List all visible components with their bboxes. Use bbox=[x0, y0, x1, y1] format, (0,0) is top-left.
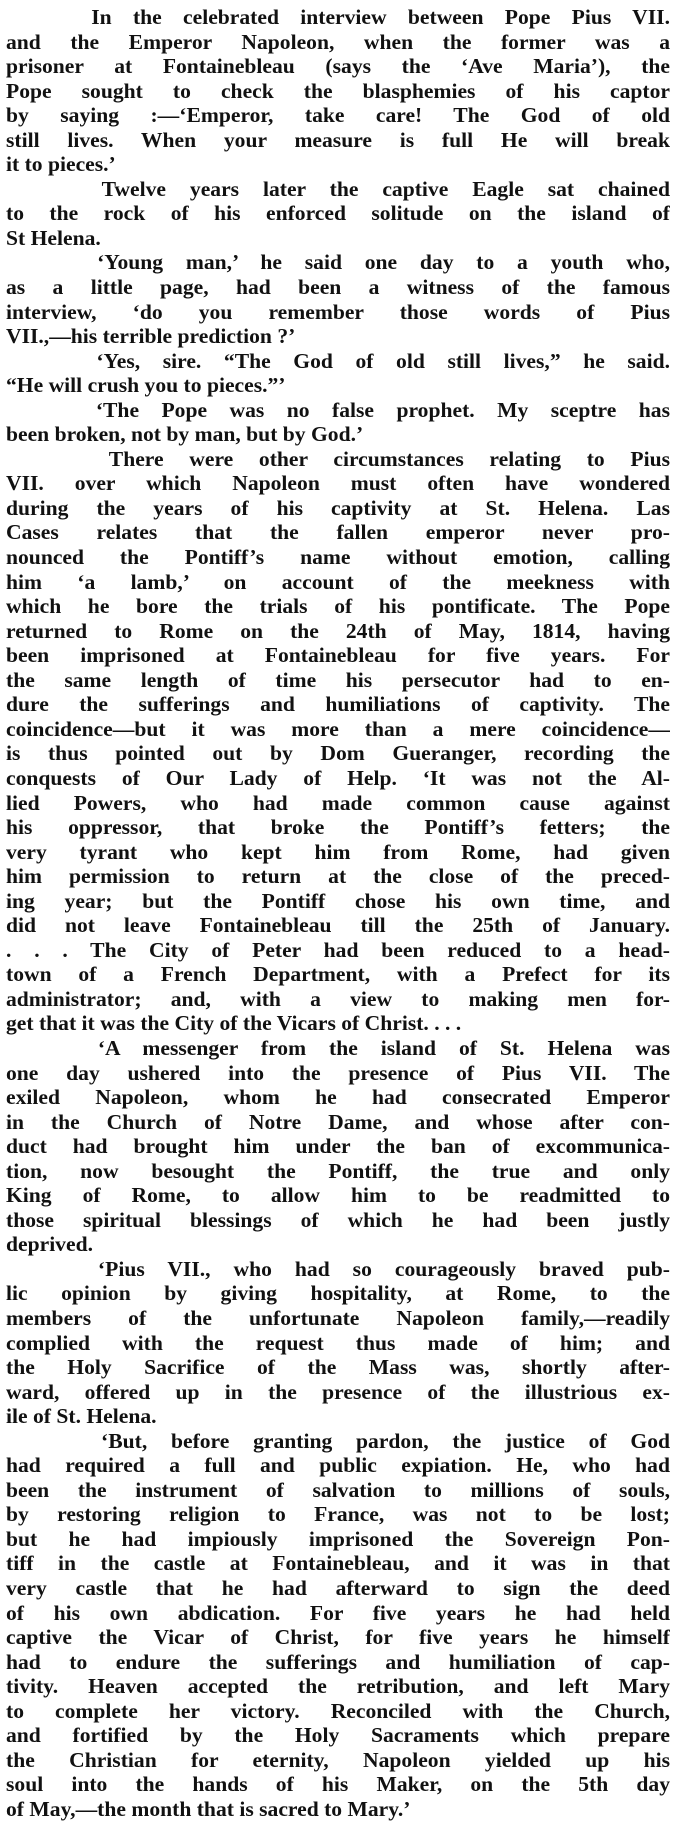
text-line: during the years of his captivity at St. Helena. Las bbox=[6, 495, 670, 520]
text-line: the Christian for eternity, Napoleon yielded up his bbox=[6, 1747, 670, 1772]
text-line: tion, now besought the Pontiff, the true and only bbox=[6, 1158, 670, 1183]
text-line: prisoner at Fontainebleau (says the ‘Ave Maria’), the bbox=[6, 54, 670, 79]
paragraph bbox=[6, 177, 670, 251]
text-line: soul into the hands of his Maker, on the 5th day bbox=[6, 1772, 670, 1797]
text-line: In the celebrated interview between Pope Pius VII. bbox=[6, 5, 670, 29]
text-line: . . . The City of Peter had been reduced to a head- bbox=[6, 937, 670, 962]
paragraph bbox=[6, 5, 670, 177]
text-line: members of the unfortunate Napoleon family,—readily bbox=[6, 1305, 670, 1330]
paragraph bbox=[6, 1429, 670, 1821]
paragraph bbox=[6, 349, 670, 398]
text-line: him ‘a lamb,’ on account of the meekness with bbox=[6, 569, 670, 594]
text-line: ‘A messenger from the island of St. Helena was bbox=[6, 1035, 670, 1060]
text-line: did not leave Fontainebleau till the 25th of January. bbox=[6, 913, 670, 938]
text-line: lied Powers, who had made common cause against bbox=[6, 790, 670, 815]
text-line: captive the Vicar of Christ, for five years he himself bbox=[6, 1625, 670, 1650]
text-line: is thus pointed out by Dom Gueranger, recording the bbox=[6, 741, 670, 766]
article-body bbox=[6, 5, 670, 1821]
text-line: of his own abdication. For five years he had held bbox=[6, 1600, 670, 1625]
text-line: “He will crush you to pieces.”’ bbox=[6, 373, 286, 398]
text-line: King of Rome, to allow him to be readmitted to bbox=[6, 1183, 670, 1208]
text-line: St Helena. bbox=[6, 225, 101, 250]
text-line: ‘But, before granting pardon, the justice of God bbox=[6, 1428, 670, 1453]
text-line: which he bore the trials of his pontificate. The Pope bbox=[6, 594, 670, 619]
text-line: Cases relates that the fallen emperor never pro- bbox=[6, 520, 670, 545]
text-line: his oppressor, that broke the Pontiff’s fetters; the bbox=[6, 815, 670, 840]
text-line: very castle that he had afterward to sign the deed bbox=[6, 1576, 670, 1600]
text-line: VII. over which Napoleon must often have wondered bbox=[6, 471, 670, 496]
text-line: interview, ‘do you remember those words of Pius bbox=[6, 299, 670, 324]
text-line: by saying :—‘Emperor, take care! The God of old bbox=[6, 103, 670, 128]
text-line: been the instrument of salvation to millions of souls, bbox=[6, 1477, 670, 1502]
text-line: to the rock of his enforced solitude on the island of bbox=[6, 201, 670, 226]
text-line: as a little page, had been a witness of the famous bbox=[6, 275, 670, 300]
paragraph bbox=[6, 1257, 670, 1429]
text-line: to complete her victory. Reconciled with the Church, bbox=[6, 1698, 670, 1723]
text-line: dure the sufferings and humiliations of captivity. The bbox=[6, 692, 670, 717]
text-line: had to endure the sufferings and humiliation of cap- bbox=[6, 1649, 670, 1674]
text-line: exiled Napoleon, whom he had consecrated Emperor bbox=[6, 1085, 670, 1110]
text-line: by restoring religion to France, was not to be lost; bbox=[6, 1502, 670, 1527]
text-line: the Holy Sacrifice of the Mass was, shortly after- bbox=[6, 1355, 670, 1380]
text-line: and the Emperor Napoleon, when the former was a bbox=[6, 29, 670, 54]
text-line: tivity. Heaven accepted the retribution, and left Mary bbox=[6, 1674, 670, 1699]
text-line: deprived. bbox=[6, 1232, 93, 1257]
text-line: those spiritual blessings of which he had been justly bbox=[6, 1207, 670, 1232]
text-line: and fortified by the Holy Sacraments which prepare bbox=[6, 1723, 670, 1748]
text-line: very tyrant who kept him from Rome, had given bbox=[6, 839, 670, 864]
text-line: conquests of Our Lady of Help. ‘It was not the Al- bbox=[6, 765, 670, 790]
text-line: one day ushered into the presence of Pius VII. The bbox=[6, 1060, 670, 1085]
text-line: Twelve years later the captive Eagle sat chained bbox=[6, 176, 670, 201]
paragraph bbox=[6, 1036, 670, 1257]
paragraph bbox=[6, 250, 670, 348]
text-line: of May,—the month that is sacred to Mary.’ bbox=[6, 1796, 411, 1821]
text-line: but he had impiously imprisoned the Sovereign Pon- bbox=[6, 1526, 670, 1551]
text-line: VII.,—his terrible prediction ?’ bbox=[6, 324, 296, 349]
text-line: been broken, not by man, but by God.’ bbox=[6, 422, 364, 447]
text-line: Pope sought to check the blasphemies of his captor bbox=[6, 78, 670, 103]
text-line: ‘Young man,’ he said one day to a youth who, bbox=[6, 250, 670, 275]
text-line: coincidence—but it was more than a mere coincidence— bbox=[6, 716, 670, 741]
text-line: returned to Rome on the 24th of May, 1814, having bbox=[6, 618, 670, 643]
text-line: the same length of time his persecutor had to en- bbox=[6, 667, 670, 692]
text-line: nounced the Pontiff’s name without emotion, calling bbox=[6, 545, 670, 570]
text-line: get that it was the City of the Vicars of Christ. . . . bbox=[6, 1011, 462, 1036]
text-line: ‘Pius VII., who had so courageously braved pub- bbox=[6, 1256, 670, 1281]
paragraph bbox=[6, 398, 670, 447]
text-line: still lives. When your measure is full He will break bbox=[6, 127, 670, 152]
text-line: duct had brought him under the ban of excommunica- bbox=[6, 1134, 670, 1159]
text-line: lic opinion by giving hospitality, at Rome, to the bbox=[6, 1281, 670, 1306]
text-line: There were other circumstances relating to Pius bbox=[6, 446, 670, 471]
text-line: him permission to return at the close of the preced- bbox=[6, 864, 670, 889]
text-line: ‘The Pope was no false prophet. My sceptre has bbox=[6, 397, 670, 422]
text-line: ing year; but the Pontiff chose his own time, and bbox=[6, 888, 670, 913]
paragraph bbox=[6, 447, 670, 1036]
text-line: ward, offered up in the presence of the illustrious ex- bbox=[6, 1379, 670, 1404]
text-line: ile of St. Helena. bbox=[6, 1404, 157, 1429]
text-line: administrator; and, with a view to making men for- bbox=[6, 986, 670, 1011]
text-line: tiff in the castle at Fontainebleau, and it was in that bbox=[6, 1551, 670, 1576]
text-line: in the Church of Notre Dame, and whose after con- bbox=[6, 1109, 670, 1134]
text-line: had required a full and public expiation. He, who had bbox=[6, 1453, 670, 1478]
text-line: complied with the request thus made of him; and bbox=[6, 1330, 670, 1355]
text-line: it to pieces.’ bbox=[6, 152, 116, 177]
text-line: ‘Yes, sire. “The God of old still lives,” he said. bbox=[6, 348, 670, 373]
text-line: town of a French Department, with a Prefect for its bbox=[6, 962, 670, 987]
text-line: been imprisoned at Fontainebleau for five years. For bbox=[6, 643, 670, 668]
